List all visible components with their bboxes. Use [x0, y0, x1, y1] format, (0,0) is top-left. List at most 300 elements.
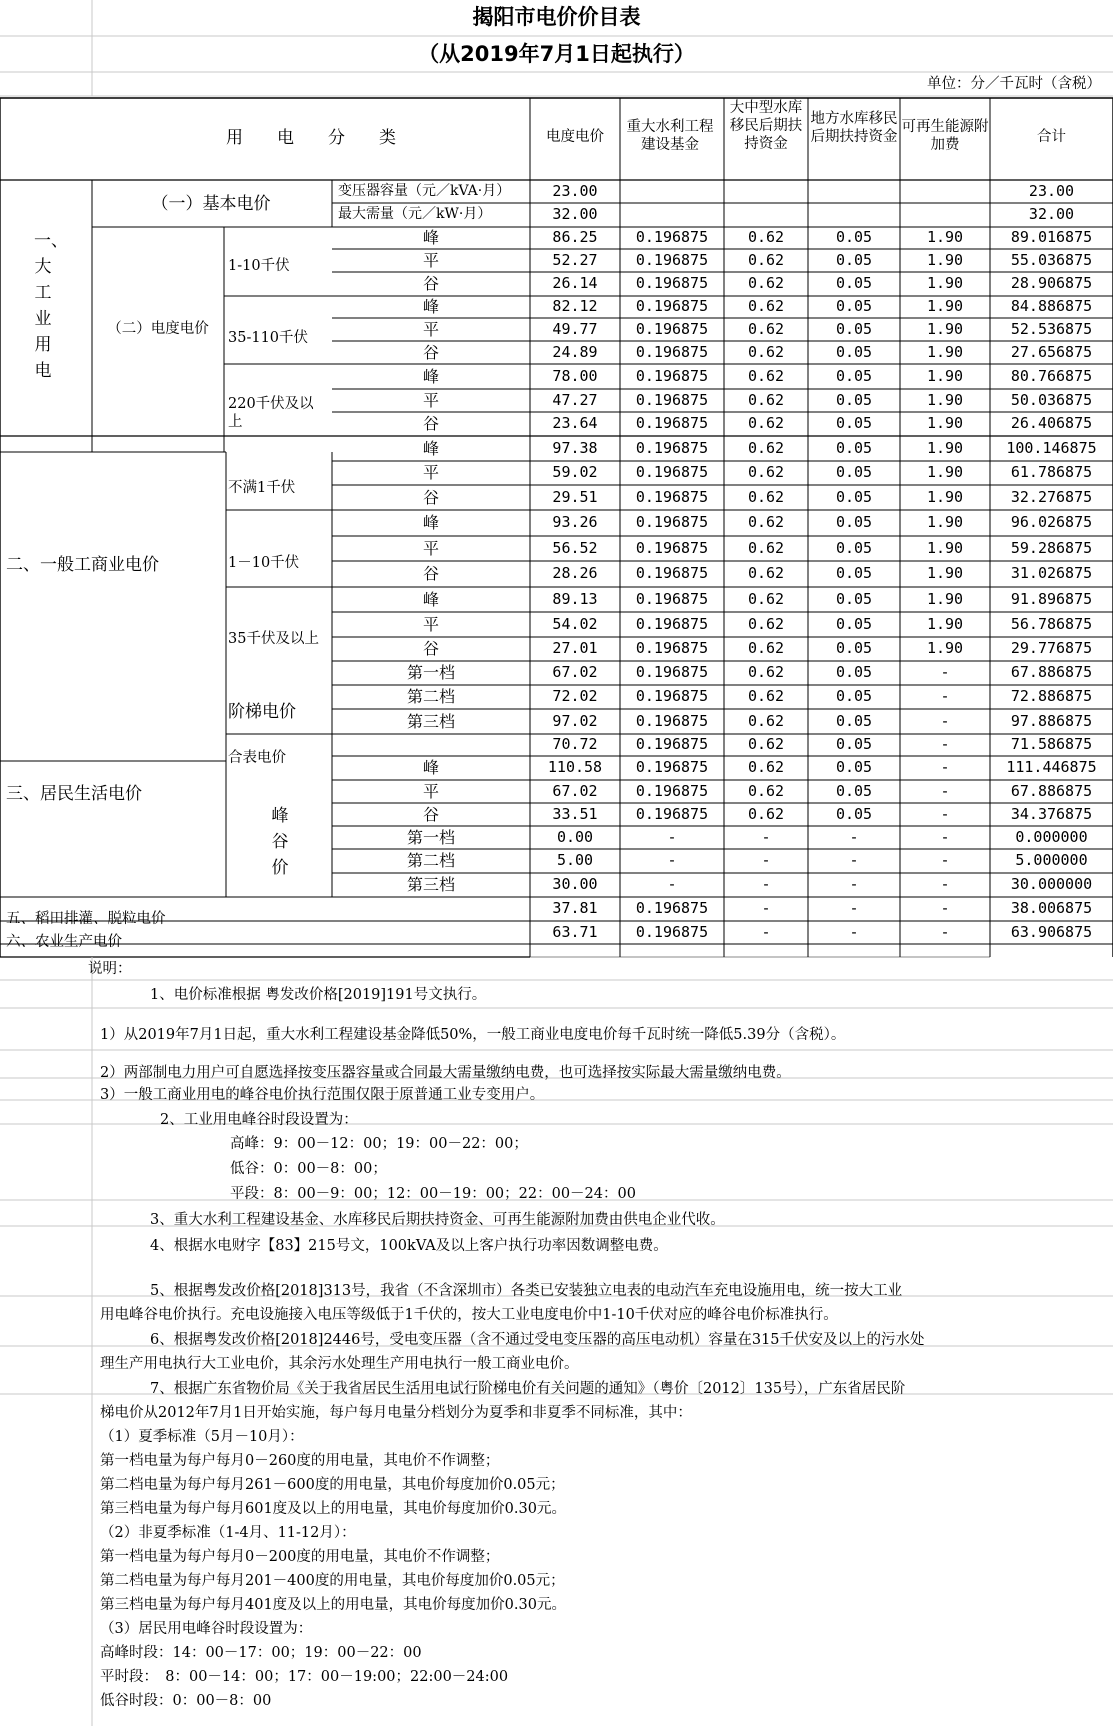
cell-price: 26.14 — [552, 274, 598, 292]
cell-f2: 0.62 — [747, 781, 785, 800]
table-row — [0, 661, 1113, 685]
table-row — [0, 561, 1113, 587]
general-1-10-label: 1－10千伏 — [228, 555, 300, 571]
cell-f4: - — [940, 663, 950, 681]
cell-f4: 1.90 — [926, 438, 964, 457]
cell-price: 89.13 — [552, 589, 598, 608]
note-line: 第二档电量为每户每月201－400度的用电量，其电价每度加价0.05元； — [100, 1573, 565, 1589]
cell-price: 47.27 — [552, 390, 598, 409]
residential-tiered-label: 阶梯电价 — [228, 702, 296, 722]
cell-f4: 1.90 — [926, 614, 964, 633]
cell-sub: 谷 — [422, 639, 439, 658]
table-row — [0, 709, 1113, 734]
cell-f3: 0.05 — [835, 639, 873, 657]
cell-f1: 0.196875 — [635, 366, 709, 385]
cell-f3: 0.05 — [835, 614, 873, 633]
cell-f3: 0.05 — [835, 589, 873, 608]
cell-total: 26.406875 — [1010, 414, 1093, 432]
cell-f2: 0.62 — [747, 711, 785, 730]
cell-f3: - — [849, 851, 859, 869]
general-35-label: 35千伏及以上 — [228, 631, 319, 647]
note-line: 用电峰谷电价执行。充电设施接入电压等级低于1千伏的，按大工业电度电价中1-10千伏对应的峰谷电价标准执行。 — [100, 1307, 838, 1323]
cell-f4: 1.90 — [926, 274, 964, 292]
cell-f1: 0.196875 — [635, 228, 709, 246]
note-line: 说明： — [88, 961, 132, 977]
cell-f3: - — [849, 827, 859, 846]
cell-f3: - — [849, 922, 859, 941]
cell-sub: 峰 — [422, 438, 439, 458]
category-paddy: 五、稻田排灌、脱粒电价 — [6, 911, 166, 927]
cell-sub: 平 — [422, 781, 439, 801]
cell-f2: - — [761, 899, 771, 917]
cell-f3: 0.05 — [835, 564, 873, 582]
table-row — [0, 780, 1113, 803]
cell-total: 96.026875 — [1010, 513, 1093, 531]
cell-sub: 谷 — [422, 564, 439, 583]
note-line: 平段：8：00－9：00；12：00－19：00；22：00－24：00 — [230, 1186, 636, 1202]
cell-price: 86.25 — [552, 228, 598, 246]
unit-label: 单位：分／千瓦时（含税） — [927, 76, 1101, 92]
note-line: 第二档电量为每户每月261－600度的用电量，其电价每度加价0.05元； — [100, 1477, 565, 1493]
cell-f3: 0.05 — [835, 513, 873, 531]
table-row — [0, 341, 1113, 364]
cell-sub: 第三档 — [406, 875, 455, 894]
general-lt1kv-label: 不满1千伏 — [228, 480, 296, 496]
cell-f1: 0.196875 — [635, 758, 709, 776]
cell-sub: 峰 — [422, 228, 439, 247]
cell-price: 70.72 — [552, 735, 598, 753]
note-line: 2）两部制电力用户可自愿选择按变压器容量或合同最大需量缴纳电费，也可选择按实际最大需量缴纳电费。 — [100, 1065, 791, 1081]
cell-f4: 1.90 — [926, 297, 964, 315]
cell-f3: 0.05 — [835, 297, 873, 315]
cell-price: 67.02 — [552, 781, 598, 800]
cell-total: 71.586875 — [1010, 735, 1093, 753]
cell-f3: 0.05 — [835, 663, 873, 681]
cell-price: 110.58 — [547, 758, 603, 776]
note-line: 3、重大水利工程建设基金、水库移民后期扶持资金、可再生能源附加费由供电企业代收。 — [150, 1212, 725, 1228]
cell-f4: - — [940, 922, 950, 941]
cell-f2: 0.62 — [747, 366, 785, 385]
cell-f3: - — [849, 875, 859, 893]
table-row — [0, 364, 1113, 389]
cell-f2: 0.62 — [747, 614, 785, 633]
cell-sub: 谷 — [422, 487, 439, 507]
table-row — [0, 897, 1113, 921]
table-row — [0, 756, 1113, 780]
cell-total: 32.00 — [1028, 205, 1075, 223]
header-fund-reservoir-local: 地方水库移民后期扶持资金 — [810, 111, 898, 145]
cell-price: 93.26 — [552, 513, 598, 531]
cell-f1: 0.196875 — [635, 342, 709, 361]
cell-f4: 1.90 — [926, 319, 964, 338]
cell-total: 84.886875 — [1010, 297, 1093, 315]
cell-f2: 0.62 — [747, 687, 785, 705]
cell-total: 111.446875 — [1006, 758, 1097, 776]
cell-f4: - — [940, 687, 950, 705]
note-line: 低谷时段：0：00－8：00 — [100, 1693, 272, 1709]
note-line: 高峰时段：14：00－17：00；19：00－22：00 — [100, 1645, 422, 1661]
cell-f4: - — [940, 851, 950, 869]
cell-f2: 0.62 — [747, 663, 785, 681]
cell-total: 59.286875 — [1010, 538, 1093, 557]
cell-f1: 0.196875 — [635, 538, 709, 557]
cell-f1: 0.196875 — [635, 487, 709, 506]
table-row — [0, 587, 1113, 612]
cell-total: 5.000000 — [1015, 851, 1088, 869]
cell-price: 78.00 — [552, 366, 598, 385]
cell-f4: - — [940, 758, 950, 776]
cell-f4: 1.90 — [926, 564, 964, 582]
cell-f2: 0.62 — [747, 319, 785, 338]
cell-f2: - — [761, 827, 771, 846]
cell-f1: 0.196875 — [635, 319, 709, 338]
cell-price: 5.00 — [556, 851, 594, 869]
cell-f1: - — [667, 875, 677, 893]
cell-f1: 0.196875 — [635, 687, 709, 705]
cell-f1: 0.196875 — [635, 414, 709, 432]
cell-total: 28.906875 — [1010, 274, 1093, 292]
note-line: 第一档电量为每户每月0－200度的用电量，其电价不作调整； — [100, 1549, 500, 1565]
cell-total: 67.886875 — [1010, 781, 1093, 800]
cell-f2: - — [761, 851, 771, 869]
cell-total: 29.776875 — [1010, 639, 1093, 657]
cell-sub: 平 — [422, 250, 439, 270]
table-row — [0, 510, 1113, 536]
cell-total: 27.656875 — [1010, 342, 1093, 361]
cell-f4: 1.90 — [926, 463, 964, 481]
cell-f3: 0.05 — [835, 414, 873, 432]
note-line: 3）一般工商业用电的峰谷电价执行范围仅限于原普通工业专变用户。 — [100, 1087, 545, 1103]
cell-total: 80.766875 — [1010, 366, 1093, 385]
cell-price: 59.02 — [552, 463, 598, 481]
table-row — [0, 412, 1113, 436]
cell-f3: 0.05 — [835, 274, 873, 292]
cell-sub: 平 — [422, 614, 439, 634]
cell-total: 23.00 — [1028, 181, 1075, 200]
note-line: 2、工业用电峰谷时段设置为： — [160, 1112, 358, 1128]
cell-f2: 0.62 — [747, 804, 785, 823]
cell-price: 28.26 — [552, 564, 598, 582]
cell-sub: 第二档 — [406, 851, 455, 870]
cell-price: 30.00 — [552, 875, 598, 893]
cell-f3: 0.05 — [835, 487, 873, 506]
cell-sub: 谷 — [422, 342, 439, 362]
note-line: 4、根据水电财字【83】215号文，100kVA及以上客户执行功率因数调整电费。 — [150, 1238, 668, 1254]
note-line: （1）夏季标准（5月－10月）： — [100, 1429, 304, 1445]
cell-f1: 0.196875 — [635, 564, 709, 582]
cell-sub: 峰 — [422, 297, 439, 316]
cell-f2: 0.62 — [747, 487, 785, 506]
cell-sub: 峰 — [422, 758, 439, 777]
table-row — [0, 485, 1113, 510]
cell-sub: 谷 — [422, 274, 439, 293]
category-large-industry: 一、大工业用电 — [34, 231, 68, 381]
cell-price: 32.00 — [552, 205, 598, 223]
cell-total: 38.006875 — [1010, 899, 1093, 917]
cell-f3: 0.05 — [835, 342, 873, 361]
table-row — [0, 296, 1113, 318]
cell-f1: 0.196875 — [635, 922, 709, 941]
cell-f2: 0.62 — [747, 538, 785, 557]
cell-sub: 谷 — [422, 804, 439, 824]
cell-f1: 0.196875 — [635, 663, 709, 681]
cell-f2: 0.62 — [747, 297, 785, 315]
category-agri: 六、农业生产电价 — [6, 934, 122, 950]
cell-f2: - — [761, 922, 771, 941]
cell-price: 24.89 — [552, 342, 598, 361]
note-line: 理生产用电执行大工业电价，其余污水处理生产用电执行一般工商业电价。 — [100, 1356, 579, 1372]
voltage-35-110-label: 35-110千伏 — [228, 330, 309, 346]
table-row — [0, 249, 1113, 272]
cell-total: 32.276875 — [1010, 487, 1093, 506]
cell-f2: 0.62 — [747, 438, 785, 457]
cell-f4: 1.90 — [926, 487, 964, 506]
cell-f2: 0.62 — [747, 274, 785, 292]
cell-sub: 平 — [422, 538, 439, 558]
cell-price: 23.00 — [552, 181, 598, 200]
cell-sub: 平 — [422, 390, 439, 410]
cell-price: 37.81 — [552, 899, 598, 917]
cell-sub: 第一档 — [406, 663, 455, 682]
cell-price: 52.27 — [552, 250, 598, 269]
cell-total: 52.536875 — [1010, 319, 1093, 338]
cell-f2: 0.62 — [747, 589, 785, 608]
cell-sub: 峰 — [422, 366, 439, 386]
cell-sub: 变压器容量（元／kVA·月） — [338, 182, 511, 199]
cell-price: 54.02 — [552, 614, 598, 633]
cell-f1: 0.196875 — [635, 250, 709, 269]
cell-sub: 平 — [422, 463, 439, 482]
note-line: 6、根据粤发改价格[2018]2446号，受电变压器（含不通过受电变压器的高压电动机）容量在315千伏安及以上的污水处 — [150, 1332, 925, 1348]
cell-f4: 1.90 — [926, 639, 964, 657]
note-line: 第一档电量为每户每月0－260度的用电量，其电价不作调整； — [100, 1453, 500, 1469]
cell-f1: - — [667, 827, 677, 846]
voltage-220-label: 220千伏及以上 — [228, 396, 314, 430]
cell-price: 27.01 — [552, 639, 598, 657]
cell-price: 97.02 — [552, 711, 598, 730]
cell-f3: 0.05 — [835, 366, 873, 385]
note-line: （3）居民用电峰谷时段设置为： — [100, 1621, 313, 1637]
note-line: 5、根据粤发改价格[2018]313号，我省（不含深圳市）各类已安装独立电表的电动汽车充电设施用电，统一按大工业 — [150, 1283, 903, 1299]
note-line: 7、根据广东省物价局《关于我省居民生活用电试行阶梯电价有关问题的通知》（粤价〔2012〕135号），广东省居民阶 — [150, 1381, 906, 1397]
header-total: 合计 — [1037, 129, 1066, 145]
cell-sub: 峰 — [422, 589, 439, 609]
note-line: 高峰：9：00－12：00；19：00－22：00； — [230, 1136, 528, 1152]
table-row — [0, 536, 1113, 561]
table-row — [0, 612, 1113, 637]
header-fund-water: 重大水利工程建设基金 — [626, 119, 714, 153]
cell-f2: 0.62 — [747, 390, 785, 409]
table-row — [0, 826, 1113, 849]
cell-f4: 1.90 — [926, 538, 964, 557]
cell-f3: 0.05 — [835, 390, 873, 409]
sheet-title: 揭阳市电价价目表 — [472, 5, 641, 29]
cell-f4: - — [940, 875, 950, 893]
cell-f1: 0.196875 — [635, 639, 709, 657]
cell-f2: 0.62 — [747, 639, 785, 657]
cell-f2: 0.62 — [747, 250, 785, 269]
cell-price: 97.38 — [552, 438, 598, 457]
cell-f2: 0.62 — [747, 758, 785, 776]
cell-f3: 0.05 — [835, 711, 873, 730]
cell-f1: 0.196875 — [635, 614, 709, 633]
residential-tou-label: 峰谷价 — [271, 806, 289, 878]
cell-total: 31.026875 — [1010, 564, 1093, 582]
header-renewable: 可再生能源附加费 — [901, 119, 989, 153]
cell-f2: 0.62 — [747, 513, 785, 531]
table-row — [0, 436, 1113, 461]
cell-total: 55.036875 — [1010, 250, 1093, 269]
cell-f3: 0.05 — [835, 438, 873, 457]
cell-f4: - — [940, 827, 950, 846]
cell-f3: - — [849, 899, 859, 917]
cell-f1: 0.196875 — [635, 589, 709, 608]
table-row — [0, 803, 1113, 826]
cell-f4: 1.90 — [926, 414, 964, 432]
cell-total: 30.000000 — [1010, 875, 1093, 893]
cell-f2: 0.62 — [747, 414, 785, 432]
cell-f3: 0.05 — [835, 758, 873, 776]
table-row — [0, 272, 1113, 296]
cell-price: 23.64 — [552, 414, 598, 432]
table-row — [0, 461, 1113, 485]
table-row — [0, 389, 1113, 412]
cell-total: 56.786875 — [1010, 614, 1093, 633]
cell-price: 33.51 — [552, 804, 598, 823]
cell-f1: 0.196875 — [635, 297, 709, 315]
cell-f2: - — [761, 875, 771, 893]
cell-f1: 0.196875 — [635, 735, 709, 753]
cell-sub: 第二档 — [406, 687, 455, 706]
basic-price-label: （一）基本电价 — [151, 194, 271, 214]
note-line: 第三档电量为每户每月401度及以上的用电量，其电价每度加价0.30元。 — [100, 1597, 566, 1613]
header-price: 电度电价 — [546, 129, 604, 145]
table-row — [0, 203, 1113, 227]
header-fund-reservoir-large: 大中型水库移民后期扶持资金 — [729, 100, 803, 152]
cell-total: 63.906875 — [1010, 922, 1093, 941]
cell-f4: 1.90 — [926, 342, 964, 361]
cell-f4: 1.90 — [926, 390, 964, 409]
cell-f4: 1.90 — [926, 589, 964, 608]
cell-f3: 0.05 — [835, 319, 873, 338]
cell-f3: 0.05 — [835, 538, 873, 557]
table-row — [0, 637, 1113, 661]
cell-f1: 0.196875 — [635, 438, 709, 457]
cell-f1: - — [667, 851, 677, 869]
note-line: 第三档电量为每户每月601度及以上的用电量，其电价每度加价0.30元。 — [100, 1501, 566, 1517]
cell-sub: 最大需量（元／kW·月） — [338, 206, 492, 222]
cell-total: 89.016875 — [1010, 228, 1093, 246]
cell-f4: - — [940, 781, 950, 800]
cell-f1: 0.196875 — [635, 899, 709, 917]
cell-f4: - — [940, 711, 950, 730]
cell-f4: 1.90 — [926, 513, 964, 531]
cell-f4: - — [940, 899, 950, 917]
table-row — [0, 873, 1113, 897]
cell-f1: 0.196875 — [635, 711, 709, 730]
cell-price: 56.52 — [552, 538, 598, 557]
cell-price: 29.51 — [552, 487, 598, 506]
table-row — [0, 318, 1113, 341]
cell-total: 61.786875 — [1010, 463, 1093, 481]
note-line: 低谷：0：00－8：00； — [230, 1161, 387, 1177]
cell-price: 49.77 — [552, 319, 598, 338]
cell-f3: 0.05 — [835, 804, 873, 823]
cell-total: 72.886875 — [1010, 687, 1093, 705]
table-row — [0, 921, 1113, 944]
cell-price: 82.12 — [552, 297, 598, 315]
header-category: 用 电 分 类 — [226, 128, 396, 148]
table-row — [0, 849, 1113, 873]
cell-price: 0.00 — [556, 827, 594, 846]
cell-f1: 0.196875 — [635, 463, 709, 481]
cell-total: 97.886875 — [1010, 711, 1093, 730]
cell-f4: - — [940, 735, 950, 753]
cell-f4: 1.90 — [926, 228, 964, 246]
energy-price-label: （二）电度电价 — [107, 321, 209, 337]
cell-total: 67.886875 — [1010, 663, 1093, 681]
cell-f2: 0.62 — [747, 735, 785, 753]
cell-f4: 1.90 — [926, 250, 964, 269]
table-row — [0, 227, 1113, 249]
cell-f2: 0.62 — [747, 342, 785, 361]
note-line: 梯电价从2012年7月1日开始实施，每户每月电量分档划分为夏季和非夏季不同标准，其中： — [100, 1405, 692, 1421]
cell-f2: 0.62 — [747, 228, 785, 246]
cell-f3: 0.05 — [835, 228, 873, 246]
cell-total: 91.896875 — [1010, 589, 1093, 608]
cell-sub: 第一档 — [406, 827, 455, 847]
cell-f3: 0.05 — [835, 687, 873, 705]
cell-f2: 0.62 — [747, 463, 785, 481]
cell-f1: 0.196875 — [635, 390, 709, 409]
note-line: 平时段： 8：00－14：00；17：00－19:00；22:00－24:00 — [100, 1669, 509, 1685]
residential-combined-label: 合表电价 — [228, 750, 286, 766]
cell-total: 34.376875 — [1010, 804, 1093, 823]
cell-total: 0.000000 — [1015, 827, 1088, 846]
category-general: 二、一般工商业电价 — [6, 555, 159, 575]
cell-f4: - — [940, 804, 950, 823]
cell-price: 72.02 — [552, 687, 598, 705]
category-residential: 三、居民生活电价 — [6, 784, 142, 804]
cell-sub: 第三档 — [406, 711, 455, 731]
cell-price: 63.71 — [552, 922, 598, 941]
cell-sub: 谷 — [422, 414, 439, 433]
cell-f1: 0.196875 — [635, 781, 709, 800]
cell-f4: 1.90 — [926, 366, 964, 385]
cell-f2: 0.62 — [747, 564, 785, 582]
cell-sub: 峰 — [422, 513, 439, 532]
voltage-1-10-label: 1-10千伏 — [228, 258, 290, 274]
cell-f1: 0.196875 — [635, 274, 709, 292]
note-line: 1、电价标准根据 粤发改价格[2019]191号文执行。 — [150, 987, 487, 1003]
cell-f1: 0.196875 — [635, 804, 709, 823]
cell-f3: 0.05 — [835, 781, 873, 800]
cell-f3: 0.05 — [835, 250, 873, 269]
table-row — [0, 180, 1113, 203]
table-row — [0, 685, 1113, 709]
cell-price: 67.02 — [552, 663, 598, 681]
cell-sub: 平 — [422, 319, 439, 339]
note-line: 1）从2019年7月1日起，重大水利工程建设基金降低50%，一般工商业电度电价每千瓦时统一降低5.39分（含税）。 — [100, 1027, 846, 1043]
cell-f3: 0.05 — [835, 463, 873, 481]
cell-f1: 0.196875 — [635, 513, 709, 531]
cell-f3: 0.05 — [835, 735, 873, 753]
table-row — [0, 734, 1113, 756]
cell-total: 100.146875 — [1006, 438, 1097, 457]
cell-total: 50.036875 — [1010, 390, 1093, 409]
sheet-subtitle: （从2019年7月1日起执行） — [418, 42, 695, 66]
note-line: （2）非夏季标准（1-4月、11-12月）： — [100, 1525, 356, 1541]
